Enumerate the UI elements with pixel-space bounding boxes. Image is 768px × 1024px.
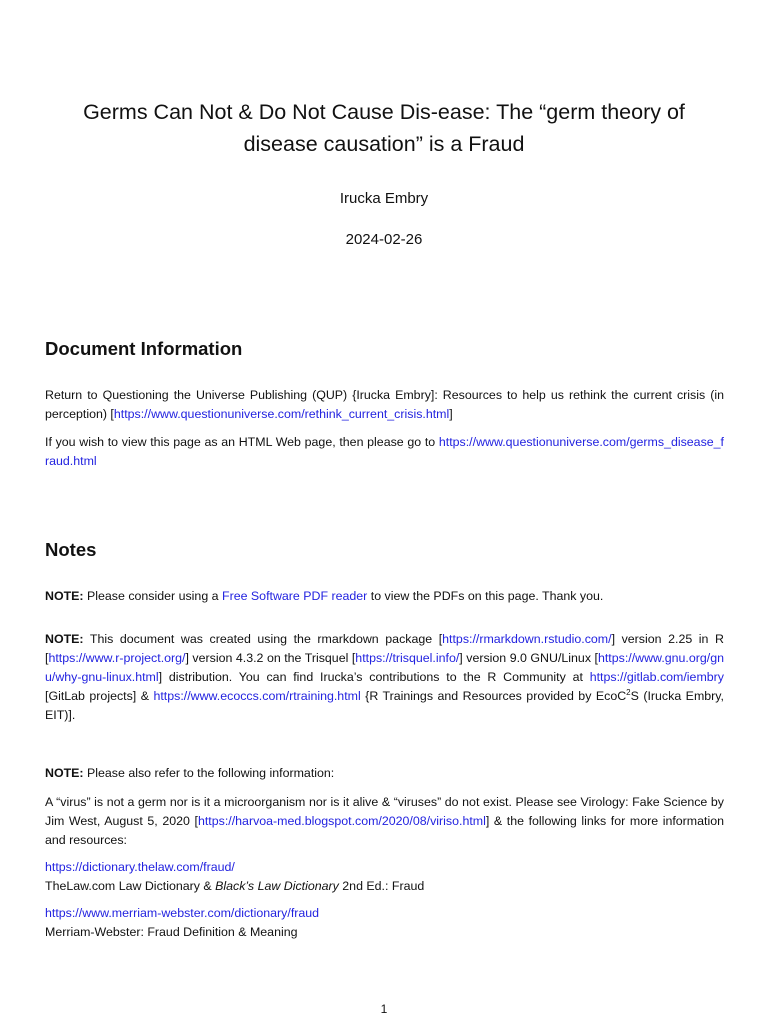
html-version-text: If you wish to view this page as an HTML Web page, then please go to	[45, 435, 439, 449]
document-date: 2024-02-26	[345, 231, 423, 248]
rethink-crisis-link[interactable]: https://www.questionuniverse.com/rethink_current_crisis.html	[113, 407, 450, 421]
note-label: NOTE:	[45, 766, 84, 780]
r-project-link[interactable]: https://www.r-project.org/	[48, 651, 186, 665]
harvoa-med-link[interactable]: https://harvoa-med.blogspot.com/2020/08/viriso.html	[197, 814, 486, 828]
virus-text: A “virus” is not a germ nor is it a microorganism nor is it alive & “viruses” do not exist. Please see Virology: Fake Science by Jim West, August 5, 2020 [	[45, 795, 724, 828]
note-text: ] version 2.25 in R [	[45, 632, 724, 665]
html-version-paragraph	[45, 433, 724, 471]
note-text: [GitLab projects] &	[45, 689, 154, 703]
reference-text-end: 2nd Ed.: Fraud	[338, 879, 425, 893]
note-text: ] version 4.3.2 on the Trisquel [	[185, 651, 356, 665]
virus-paragraph	[45, 793, 724, 850]
document-author: Irucka Embry	[339, 190, 429, 207]
note-pdf-text: Please consider using a	[83, 589, 222, 603]
note-text: ] version 9.0 GNU/Linux [	[459, 651, 598, 665]
page-number: 1	[380, 1002, 388, 1016]
note-text: This document was created using the rmarkdown package [	[83, 632, 443, 646]
return-text-end: ]	[449, 407, 453, 421]
document-information-heading: Document Information	[45, 338, 243, 359]
notes-heading: Notes	[45, 539, 97, 560]
gnu-linux-link[interactable]: https://www.gnu.org/gnu/why-gnu-linux.html	[45, 651, 725, 684]
html-version-link[interactable]: https://www.questionuniverse.com/germs_disease_fraud.html	[45, 435, 724, 468]
note-refer	[45, 764, 724, 783]
pdf-reader-link[interactable]: Free Software PDF reader	[222, 589, 368, 603]
note-text: {R Trainings and Resources provided by EcoC	[360, 689, 627, 703]
note-text: S (Irucka Embry, EIT)].	[45, 689, 724, 722]
merriam-webster-link[interactable]: https://www.merriam-webster.com/dictionary/fraud	[45, 906, 320, 920]
note-label: NOTE:	[45, 632, 84, 646]
reference-merriam-webster	[45, 904, 724, 942]
note-pdf-reader	[45, 587, 724, 606]
note-text: ] distribution. You can find Irucka’s contributions to the R Community at	[158, 670, 590, 684]
note-label: NOTE:	[45, 589, 84, 603]
rmarkdown-link[interactable]: https://rmarkdown.rstudio.com/	[442, 632, 612, 646]
ecoccs-training-link[interactable]: https://www.ecoccs.com/rtraining.html	[153, 689, 361, 703]
note-refer-text: Please also refer to the following information:	[83, 766, 335, 780]
gitlab-link[interactable]: https://gitlab.com/iembry	[589, 670, 724, 684]
blacks-law-title: Black’s Law Dictionary	[215, 879, 339, 893]
note-rmarkdown	[45, 630, 724, 725]
trisquel-link[interactable]: https://trisquel.info/	[355, 651, 460, 665]
return-paragraph	[45, 386, 724, 424]
document-title: Germs Can Not & Do Not Cause Dis-ease: The “germ theory of disease causation” is a Fraud	[83, 100, 685, 156]
reference-thelaw	[45, 858, 724, 896]
return-text: Return to Questioning the Universe Publishing (QUP) {Irucka Embry]: Resources to help us rethink the current crisis (in perception) [	[45, 388, 724, 421]
note-pdf-text-end: to view the PDFs on this page. Thank you.	[367, 589, 604, 603]
reference-text: TheLaw.com Law Dictionary &	[45, 879, 216, 893]
thelaw-dictionary-link[interactable]: https://dictionary.thelaw.com/fraud/	[45, 860, 235, 874]
superscript-2: 2	[626, 687, 631, 697]
virus-text-end: ] & the following links for more information and resources:	[45, 814, 724, 847]
reference-text: Merriam-Webster: Fraud Definition & Meaning	[45, 925, 298, 939]
